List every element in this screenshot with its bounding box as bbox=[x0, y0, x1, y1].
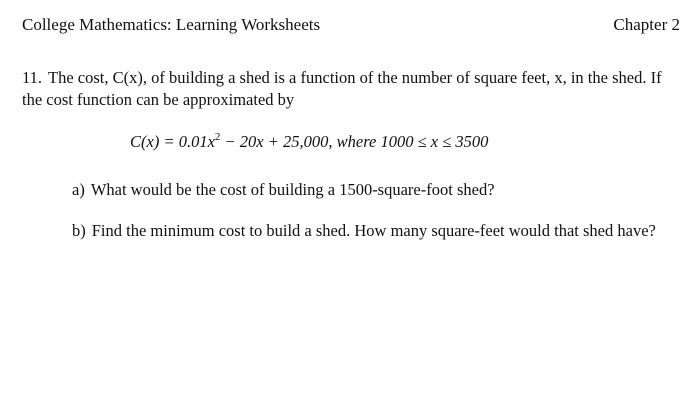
equation-exponent: 2 bbox=[214, 131, 221, 143]
part-a-letter: a) bbox=[72, 180, 85, 199]
chapter-label: Chapter 2 bbox=[613, 15, 680, 34]
cost-equation bbox=[130, 132, 488, 152]
equation-lhs: C(x) = 0.01x bbox=[130, 132, 215, 151]
part-a bbox=[72, 179, 672, 201]
part-b-letter: b) bbox=[72, 221, 86, 240]
worksheet-title: College Mathematics: Learning Worksheets bbox=[22, 15, 321, 34]
problem-number: 11. bbox=[22, 68, 43, 87]
part-a-text: What would be the cost of building a 1500-square-foot shed? bbox=[90, 180, 495, 199]
equation-rhs: − 20x + 25,000, where 1000 ≤ x ≤ 3500 bbox=[220, 132, 489, 151]
problem-text: The cost, C(x), of building a shed is a function of the number of square feet, x, in the shed. If the cost function can be approximated by bbox=[22, 68, 662, 109]
page-header bbox=[22, 15, 680, 39]
part-b bbox=[72, 220, 672, 242]
part-b-text: Find the minimum cost to build a shed. How many square-feet would that shed have? bbox=[91, 221, 656, 240]
problem-statement bbox=[22, 67, 672, 111]
